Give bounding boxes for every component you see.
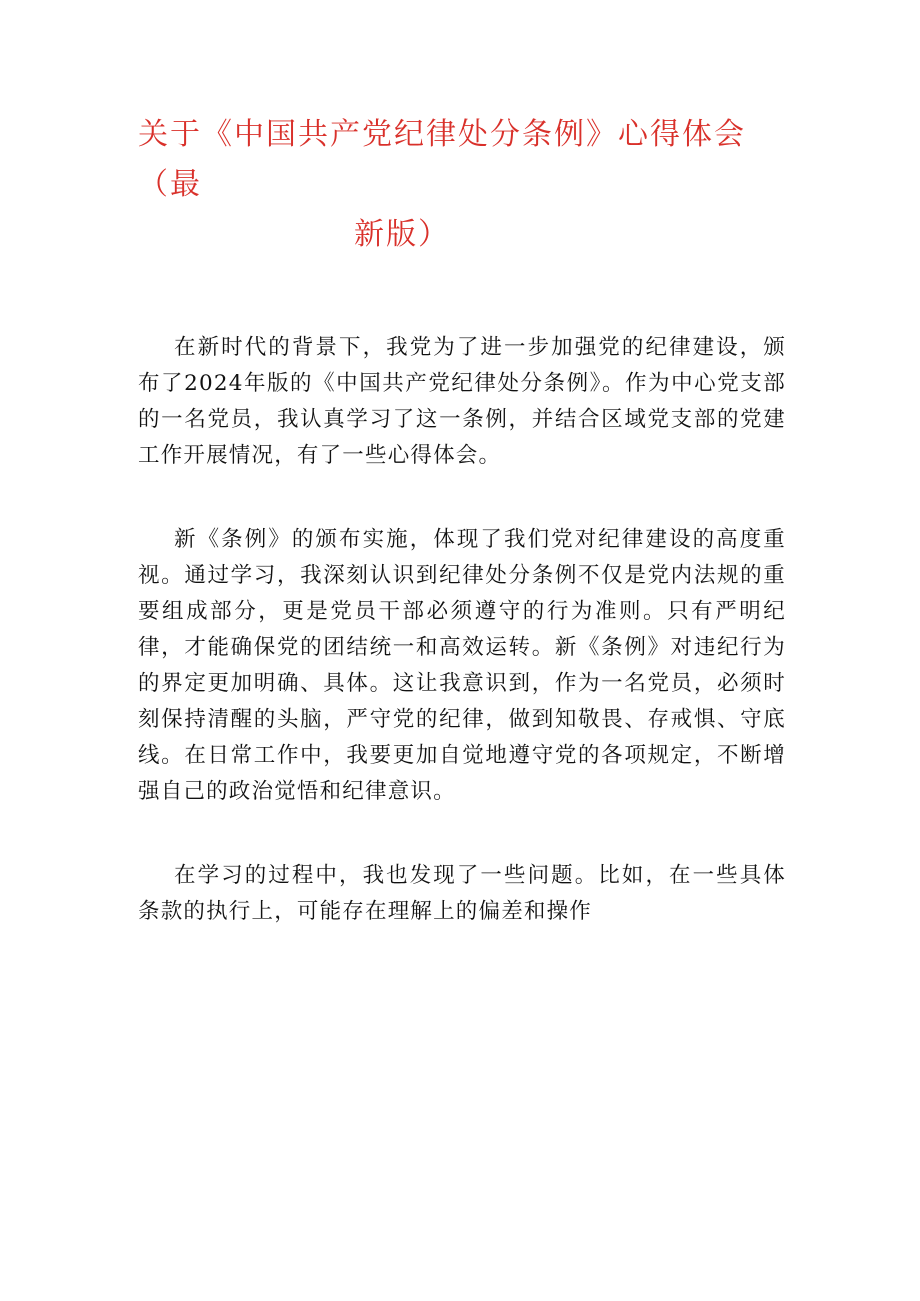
paragraph-problems: 在学习的过程中，我也发现了一些问题。比如，在一些具体条款的执行上，可能存在理解上的偏差和操作 — [138, 863, 786, 924]
document-title — [138, 110, 788, 260]
document-title-line-1: 关于《中国共产党纪律处分条例》心得体会（最 — [138, 117, 746, 202]
document-body — [138, 330, 786, 978]
document-title-line-2: 新版） — [354, 217, 450, 252]
paragraph-significance: 新《条例》的颁布实施，体现了我们党对纪律建设的高度重视。通过学习，我深刻认识到纪律处分条例不仅是党内法规的重要组成部分，更是党员干部必须遵守的行为准则。只有严明纪律，才能确保党的团结统一和高效运转。新《条例》对违纪行为的界定更加明确、具体。这让我意识到，作为一名党员，必须时刻保持清醒的头脑，严守党的纪律，做到知敬畏、存戒惧、守底线。在日常工作中，我要更加自觉地遵守党的各项规定，不断增强自己的政治觉悟和纪律意识。 — [138, 527, 786, 804]
paragraph-intro: 在新时代的背景下，我党为了进一步加强党的纪律建设，颁布了2024年版的《中国共产党纪律处分条例》。作为中心党支部的一名党员，我认真学习了这一条例，并结合区域党支部的党建工作开展情况，有了一些心得体会。 — [138, 335, 786, 468]
